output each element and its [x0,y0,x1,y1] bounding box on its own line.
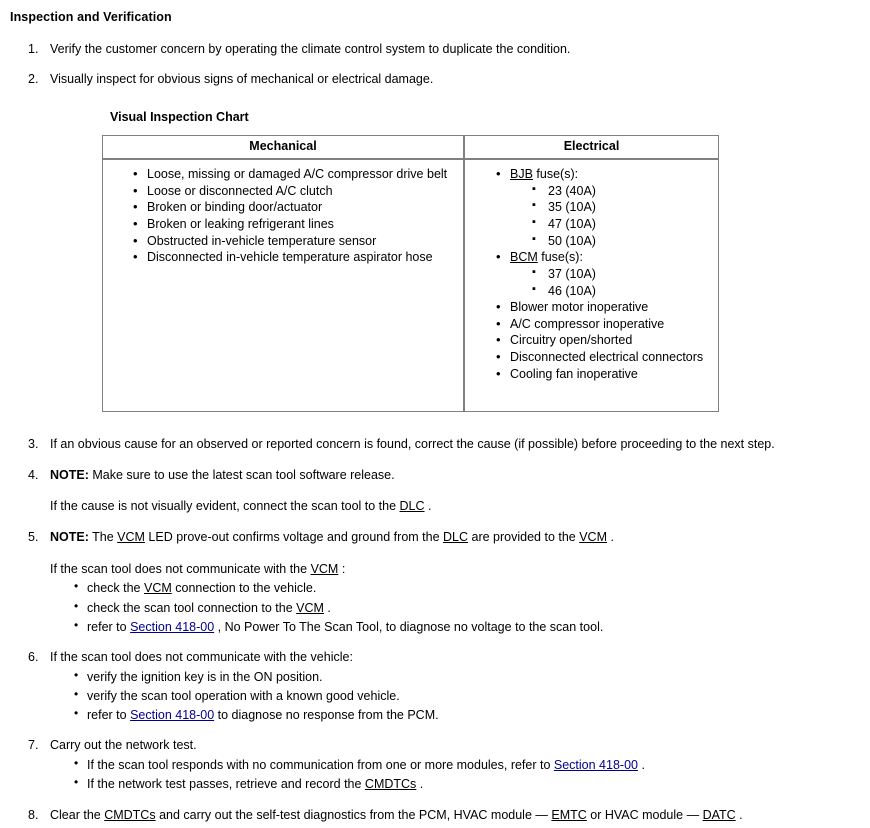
procedure-step-7 [0,738,870,792]
list-item: • Circuitry open/shorted [465,332,718,349]
step-text: Carry out the network test. [50,738,197,753]
cell-electrical [464,159,719,412]
step-text: If an obvious cause for an observed or reported concern is found, correct the cause (if possible) before proceeding to the next step. [50,437,775,452]
fuse-item: ▪ 50 (10A) [510,233,718,250]
procedure-step-6 [0,650,870,723]
step-number: 8. [28,807,39,822]
procedure-step-3 [0,437,870,453]
procedure-step-5 [0,530,870,635]
step-number: 4. [28,467,39,482]
fuse-item: ▪ 46 (10A) [510,283,718,300]
procedure-step-2 [0,72,870,422]
page-title: Inspection and Verification [10,10,172,24]
step-text-part4: . [735,807,743,822]
step-text-part2: and carry out the self-test diagnostics from the PCM, HVAC module — [155,807,552,822]
table-header-row [102,135,719,160]
section-418-00-link[interactable]: Section 418-00 [130,708,215,723]
bullet-prefix: check the scan tool connection to the [87,600,297,615]
visual-inspection-chart [102,110,870,412]
list-item-label: fuse(s): [537,250,583,265]
column-header-mechanical: Mechanical [102,135,464,160]
list-item: • Obstructed in-vehicle temperature sensor [103,233,463,250]
step-text [50,808,870,824]
list-item [50,669,870,685]
table-body-row [102,159,719,412]
electrical-item-list [465,166,718,382]
fuse-item: ▪ 37 (10A) [510,266,718,283]
step-number: 5. [28,530,39,544]
vcm-link[interactable]: VCM [310,561,339,576]
list-item-label: fuse(s): [532,167,579,182]
list-item [50,619,870,635]
step-text: If the scan tool does not communicate with the vehicle: [50,650,353,664]
bullet-prefix: If the network test passes, retrieve and record the [87,777,365,792]
list-item [50,757,870,773]
vcm-link[interactable]: VCM [579,530,607,544]
step-text-part3: or HVAC module — [586,807,703,822]
bjb-fuse-list [510,183,718,250]
section-418-00-link[interactable]: Section 418-00 [553,758,638,772]
bjb-link[interactable]: BJB [510,167,533,182]
list-item-bcm-fuses [465,249,718,299]
step-number: 3. [28,437,39,452]
list-item: • Disconnected electrical connectors [465,349,718,366]
inspection-table [102,135,719,413]
list-item: • Blower motor inoperative [465,299,718,316]
bullet-suffix: . [323,600,331,615]
note-text: Make sure to use the latest scan tool software release. [88,467,395,482]
note-label: NOTE: [50,467,89,482]
list-item: • Disconnected in-vehicle temperature aspirator hose [103,249,463,266]
vcm-link[interactable]: VCM [296,600,324,615]
procedure-step-8 [0,808,870,824]
note-text-part1: The [88,530,118,544]
step-text [50,468,870,484]
bullet-suffix: connection to the vehicle. [171,581,317,596]
step-number: 2. [28,72,39,87]
fuse-item: ▪ 23 (40A) [510,183,718,200]
step-6-bullet-list [50,669,870,724]
cmdtcs-link[interactable]: CMDTCs [364,777,417,792]
bullet-suffix: , No Power To The Scan Tool, to diagnose no voltage to the scan tool. [214,619,604,634]
list-item: • Cooling fan inoperative [465,366,718,383]
emtc-link[interactable]: EMTC [551,807,587,822]
procedure-step-1 [0,42,870,58]
vcm-link[interactable]: VCM [117,530,145,544]
step-7-bullet-list [50,757,870,793]
list-item [50,580,870,596]
vcm-link[interactable]: VCM [143,581,172,596]
step-sub-paragraph [50,562,870,578]
step-sub-paragraph [50,499,870,515]
fuse-item: ▪ 47 (10A) [510,216,718,233]
bullet-prefix: verify the ignition key is in the ON position. [87,669,323,684]
step-number: 7. [28,738,39,753]
list-item: • Loose or disconnected A/C clutch [103,183,463,200]
bullet-suffix: to diagnose no response from the PCM. [214,708,439,723]
sub-paragraph-prefix: If the scan tool does not communicate with the [50,561,311,576]
dlc-link[interactable]: DLC [399,499,425,514]
bullet-prefix: refer to [87,708,131,723]
bcm-link[interactable]: BCM [510,250,538,265]
note-text-part3: are provided to the [468,530,580,544]
fuse-item: ▪ 35 (10A) [510,199,718,216]
dlc-link[interactable]: DLC [443,530,469,544]
procedure-step-4 [0,468,870,515]
procedure-step-list [0,42,870,824]
bullet-prefix: verify the scan tool operation with a known good vehicle. [87,688,400,703]
list-item [50,776,870,792]
chart-title: Visual Inspection Chart [110,109,249,124]
list-item-bjb-fuses [465,166,718,249]
bullet-suffix: . [416,777,424,792]
note-label: NOTE: [50,530,89,544]
list-item [50,600,870,616]
mechanical-item-list [103,166,463,266]
cell-mechanical [102,159,464,412]
step-number: 1. [28,41,39,56]
step-number: 6. [28,650,39,664]
sub-paragraph-suffix: . [424,499,432,514]
list-item [50,707,870,723]
bullet-prefix: check the [87,581,144,596]
list-item: • Broken or binding door/actuator [103,199,463,216]
list-item: • A/C compressor inoperative [465,316,718,333]
list-item: • Loose, missing or damaged A/C compressor drive belt [103,166,463,183]
step-text: Visually inspect for obvious signs of mechanical or electrical damage. [50,72,434,87]
sub-paragraph-prefix: If the cause is not visually evident, connect the scan tool to the [50,499,400,514]
sub-paragraph-suffix: : [338,561,346,576]
bullet-prefix: refer to [87,619,131,634]
bcm-fuse-list [510,266,718,299]
bullet-suffix: . [637,758,645,772]
bullet-prefix: If the scan tool responds with no communication from one or more modules, refer to [87,758,554,772]
cmdtcs-link[interactable]: CMDTCs [104,807,156,822]
step-text-part1: Clear the [50,807,105,822]
step-text [50,530,870,546]
step-text: Verify the customer concern by operating the climate control system to duplicate the condition. [50,41,571,56]
list-item [50,688,870,704]
spacer [50,412,870,422]
note-text-part4: . [607,530,614,544]
list-item: • Broken or leaking refrigerant lines [103,216,463,233]
section-418-00-link[interactable]: Section 418-00 [130,619,215,634]
column-header-electrical: Electrical [464,135,719,160]
step-5-bullet-list [50,580,870,635]
datc-link[interactable]: DATC [702,807,736,822]
note-text-part2: LED prove-out confirms voltage and ground from the [144,530,444,544]
